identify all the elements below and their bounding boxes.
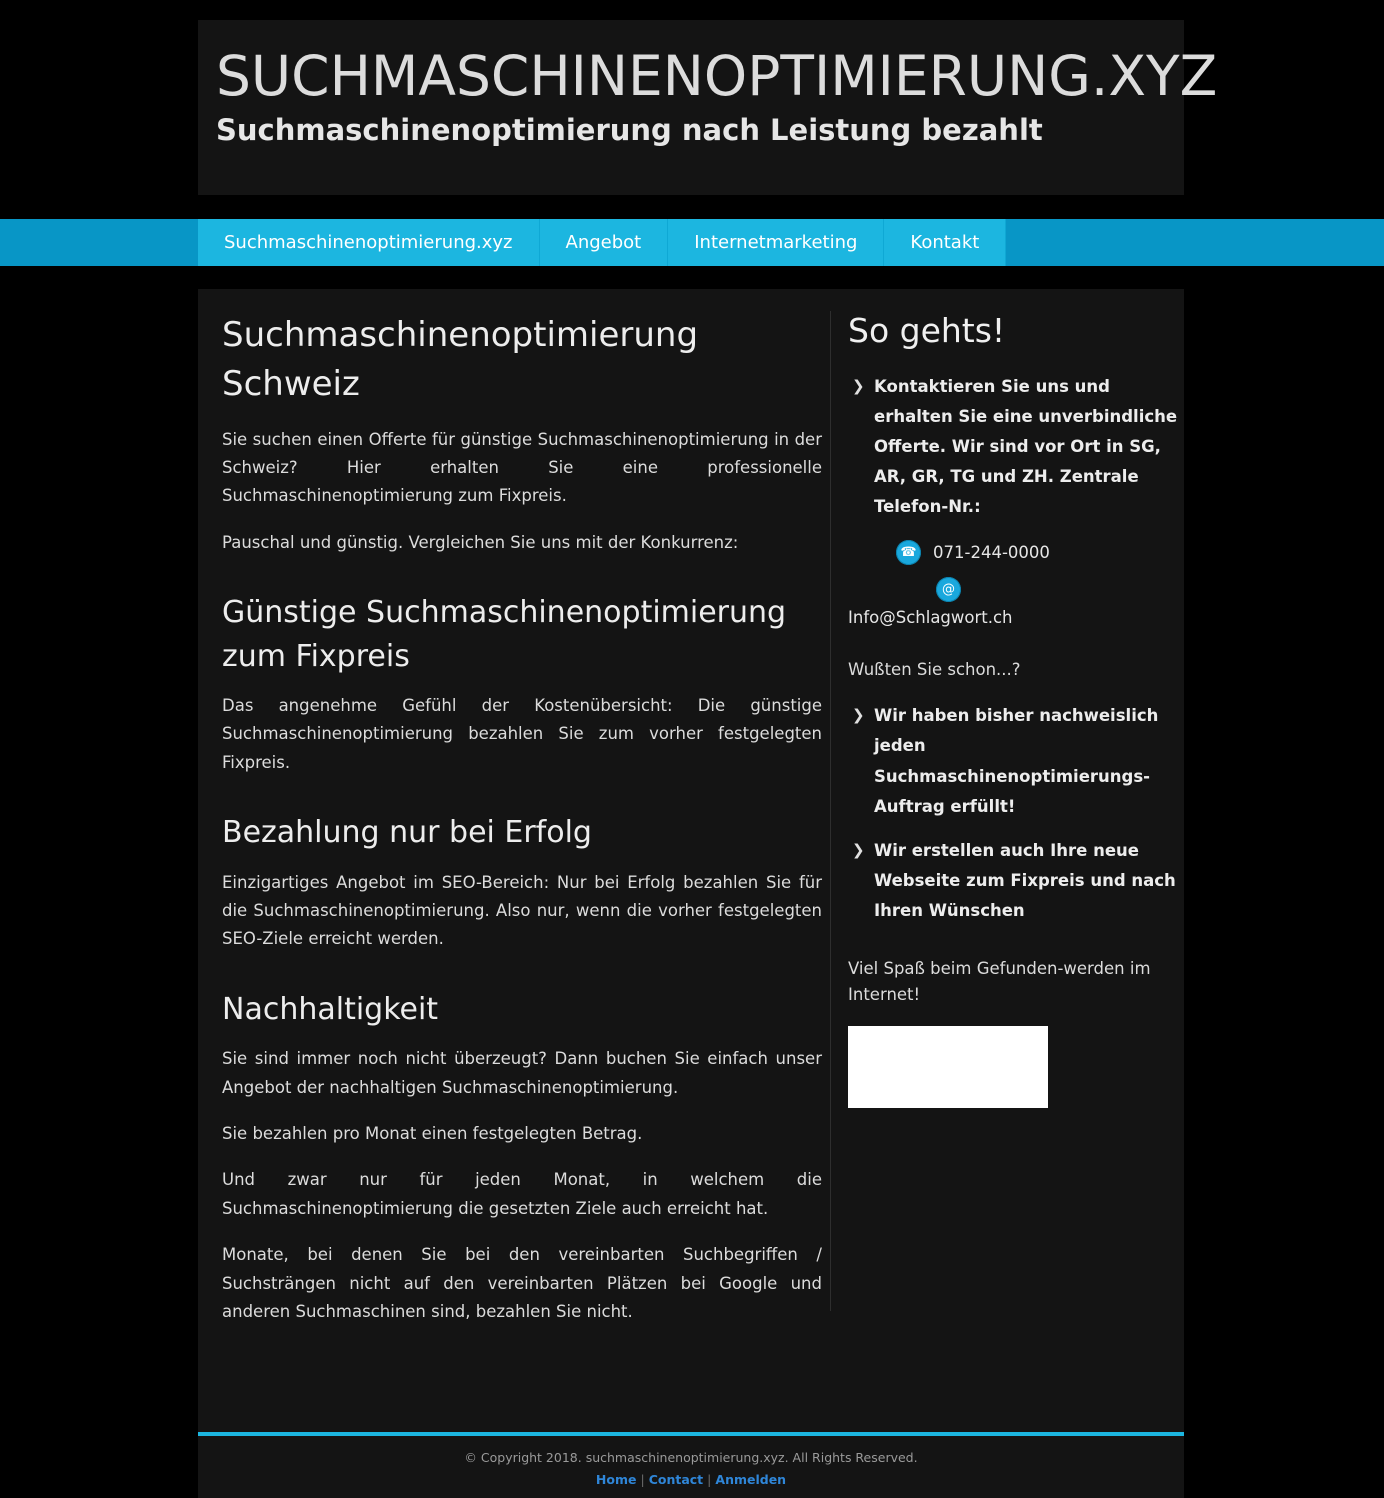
sidebar-bullet-2-text: Wir haben bisher nachweislich jeden Suchmaschinenoptimierungs-Auftrag erfüllt!	[874, 706, 1159, 816]
footer-separator: |	[707, 1472, 712, 1487]
main-navigation	[0, 219, 1384, 266]
phone-row[interactable]	[896, 540, 1183, 565]
paragraph-nachhaltigkeit-3: Und zwar nur für jeden Monat, in welchem die Suchmaschinenoptimierung die gesetzten Ziele auch erreicht hat.	[222, 1170, 822, 1218]
site-title: SUCHMASCHINENOPTIMIERUNG.XYZ	[216, 44, 1218, 108]
sidebar-bullet-3-text: Wir erstellen auch Ihre neue Webseite zum Fixpreis und nach Ihren Wünschen	[874, 840, 1176, 920]
footer-separator: |	[640, 1472, 645, 1487]
chevron-right-icon: ❯	[852, 377, 865, 395]
at-icon: @	[936, 577, 961, 602]
sidebar-closing: Viel Spaß beim Gefunden-werden im Internet!	[848, 958, 1151, 1004]
paragraph-nachhaltigkeit-2: Sie bezahlen pro Monat einen festgelegten Betrag.	[222, 1124, 643, 1144]
sidebar-image-placeholder	[848, 1026, 1048, 1108]
page-title: Suchmaschinenoptimierung Schweiz	[222, 315, 699, 405]
copyright-text: © Copyright 2018. suchmaschinenoptimierung.xyz. All Rights Reserved.	[464, 1450, 918, 1465]
column-divider	[830, 311, 831, 1311]
paragraph-nachhaltigkeit-4: Monate, bei denen Sie bei den vereinbarten Suchbegriffen / Suchsträngen nicht auf den vereinbarten Plätzen bei Google und anderen Suchmaschinen sind, bezahlen Sie nicht.	[222, 1245, 822, 1321]
content-panel	[198, 289, 1184, 1432]
footer-links	[198, 1472, 1184, 1487]
phone-number[interactable]: 071-244-0000	[933, 543, 1050, 563]
sidebar-bullet-1-text: Kontaktieren Sie uns und erhalten Sie eine unverbindliche Offerte. Wir sind vor Ort in SG, AR, GR, TG und ZH. Zentrale Telefon-Nr.:	[874, 377, 1178, 517]
list-item	[848, 701, 1183, 821]
list-item	[848, 372, 1183, 522]
list-item	[848, 836, 1183, 926]
chevron-right-icon: ❯	[852, 706, 865, 725]
email-address[interactable]: Info@Schlagwort.ch	[848, 608, 1013, 628]
main-article	[222, 311, 822, 1344]
paragraph-compare: Pauschal und günstig. Vergleichen Sie uns mit der Konkurrenz:	[222, 532, 739, 552]
nav-items-container	[198, 219, 1006, 266]
footer-link-anmelden[interactable]: Anmelden	[715, 1472, 787, 1487]
section-heading-nachhaltigkeit: Nachhaltigkeit	[222, 991, 439, 1027]
footer-link-contact[interactable]: Contact	[648, 1472, 704, 1487]
nav-item-kontakt[interactable]: Kontakt	[884, 219, 1006, 266]
footer-link-home[interactable]: Home	[595, 1472, 637, 1487]
paragraph-fixpreis: Das angenehme Gefühl der Kostenübersicht: Die günstige Suchmaschinenoptimierung bezahlen Sie zum vorher festgelegten Fixpreis.	[222, 696, 822, 772]
nav-item-home[interactable]: Suchmaschinenoptimierung.xyz	[198, 219, 540, 266]
sidebar-list-contact	[848, 372, 1183, 522]
paragraph-intro: Sie suchen einen Offerte für günstige Suchmaschinenoptimierung in der Schweiz? Hier erhalten Sie eine professionelle Suchmaschinenoptimierung zum Fixpreis.	[222, 429, 822, 506]
paragraph-nachhaltigkeit-1: Sie sind immer noch nicht überzeugt? Dann buchen Sie einfach unser Angebot der nachhaltigen Suchmaschinenoptimierung.	[222, 1049, 822, 1097]
sidebar	[848, 311, 1183, 1108]
section-heading-erfolg: Bezahlung nur bei Erfolg	[222, 815, 592, 851]
email-row[interactable]	[848, 577, 1183, 627]
sidebar-teaser: Wußten Sie schon...?	[848, 660, 1021, 680]
nav-item-internetmarketing[interactable]: Internetmarketing	[668, 219, 884, 266]
section-heading-fixpreis: Günstige Suchmaschinenoptimierung zum Fixpreis	[222, 595, 787, 674]
site-tagline: Suchmaschinenoptimierung nach Leistung bezahlt	[216, 112, 1043, 147]
site-header	[198, 20, 1218, 195]
sidebar-heading: So gehts!	[848, 311, 1006, 350]
email-icon-wrapper	[936, 577, 1183, 602]
nav-item-angebot[interactable]: Angebot	[540, 219, 669, 266]
site-footer	[198, 1436, 1184, 1498]
paragraph-erfolg: Einzigartiges Angebot im SEO-Bereich: Nur bei Erfolg bezahlen Sie für die Suchmaschinenoptimierung. Also nur, wenn die vorher festgelegten SEO-Ziele erreicht werden.	[222, 872, 822, 949]
phone-icon: ☎	[896, 540, 921, 565]
sidebar-list-facts	[848, 701, 1183, 925]
chevron-right-icon: ❯	[852, 840, 865, 859]
